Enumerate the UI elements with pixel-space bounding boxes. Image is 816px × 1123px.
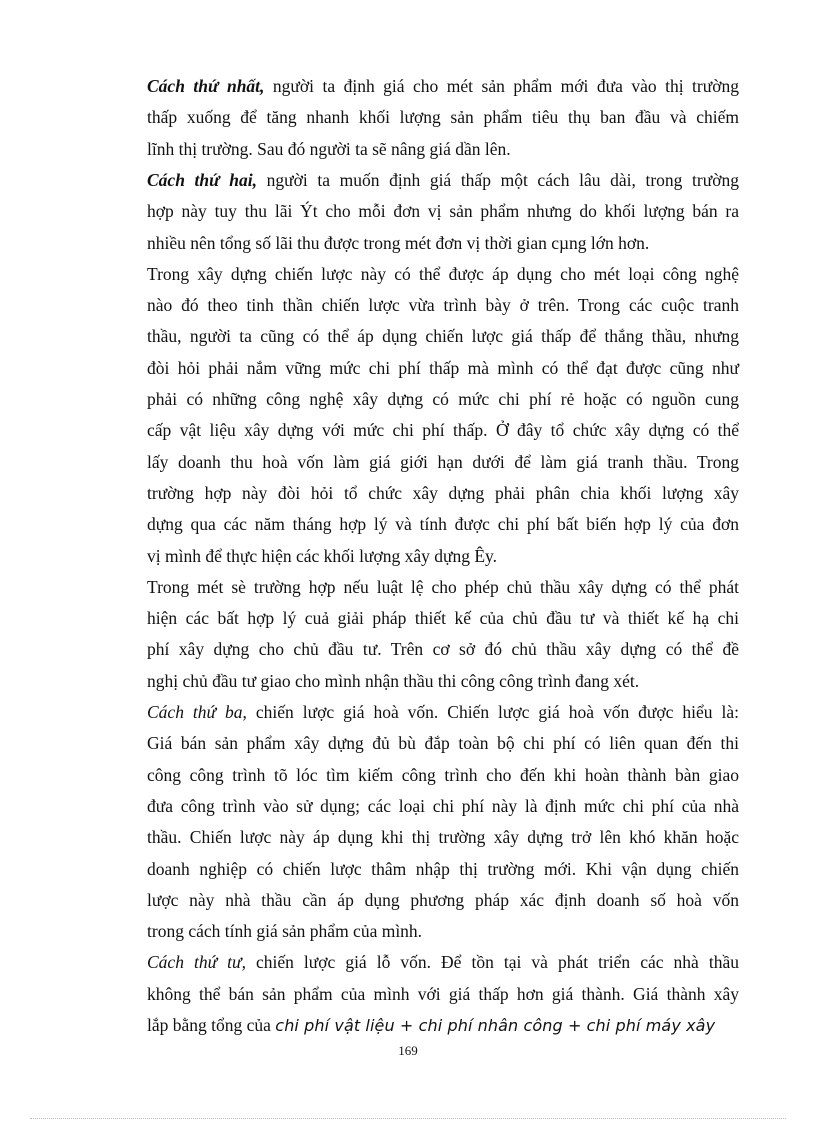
text-line bbox=[147, 577, 739, 599]
line-text: công công trình tõ lóc tìm kiếm công trình cho đến khi hoàn thành bàn giao bbox=[147, 764, 739, 785]
section-lead: Cách thứ nhất, bbox=[147, 76, 265, 96]
line-text: trường hợp này đòi hỏi tổ chức xây dựng phải phân chia khối lượng xây bbox=[147, 482, 739, 503]
line-text: đòi hỏi phải nắm vững mức chi phí thấp mà mình có thể đạt được cũng như bbox=[147, 357, 739, 378]
line-text: lấy doanh thu hoà vốn làm giá giới hạn dưới để làm giá tranh thầu. Trong bbox=[147, 451, 739, 472]
text-line bbox=[147, 76, 739, 98]
page-number: 169 bbox=[398, 1043, 418, 1058]
line-text: chiến lược giá lỗ vốn. Để tồn tại và phát triển các nhà thầu bbox=[245, 952, 739, 973]
text-line bbox=[147, 420, 739, 442]
line-text: hiện các bất hợp lý cuả giải pháp thiết kế của chủ đầu tư và thiết kế hạ chi bbox=[147, 608, 739, 629]
cost-formula: chi phí vật liệu + chi phí nhân công + chi phí máy xây bbox=[275, 1016, 716, 1035]
text-line bbox=[147, 326, 739, 348]
text-line bbox=[147, 984, 739, 1006]
line-text: không thể bán sản phẩm của mình với giá thấp hơn giá thành. Giá thành xây bbox=[147, 983, 739, 1004]
text-line bbox=[147, 796, 739, 818]
line-text: Trong mét sè trường hợp nếu luật lệ cho phép chủ thầu xây dựng có thể phát bbox=[147, 576, 739, 597]
line-text: thấp xuống để tăng nhanh khối lượng sản phẩm tiêu thụ ban đầu và chiếm bbox=[147, 107, 739, 128]
text-line bbox=[147, 827, 739, 849]
line-text: thầu. Chiến lược này áp dụng khi thị trường xây dựng trở lên khó khăn hoặc bbox=[147, 827, 739, 848]
text-line bbox=[147, 514, 739, 536]
line-text: doanh nghiệp có chiến lược thâm nhập thị trường mới. Khi vận dụng chiến bbox=[147, 858, 739, 879]
line-text: , chiến lược giá hoà vốn. Chiến lược giá hoà vốn được hiểu là: bbox=[242, 702, 739, 722]
line-text: lĩnh thị trường. Sau đó người ta sẽ nâng giá dần lên. bbox=[147, 138, 511, 159]
line-text: lược này nhà thầu cần áp dụng phương pháp xác định doanh số hoà vốn bbox=[147, 889, 739, 910]
text-line bbox=[147, 452, 739, 474]
text-line bbox=[147, 921, 739, 943]
line-text: người ta muốn định giá thấp một cách lâu dài, trong trường bbox=[256, 169, 739, 190]
line-text: người ta định giá cho mét sản phẩm mới đưa vào thị trường bbox=[264, 76, 739, 96]
line-text: phí xây dựng cho chủ đầu tư. Trên cơ sở đó chủ thầu xây dựng có thể đề bbox=[147, 639, 739, 660]
line-text: Trong xây dựng chiến lược này có thể được áp dụng cho mét loại công nghệ bbox=[147, 263, 739, 284]
text-line bbox=[147, 671, 739, 693]
text-line bbox=[147, 890, 739, 912]
text-line bbox=[147, 608, 739, 630]
line-text: cấp vật liệu xây dựng với mức chi phí thấp. Ở đây tổ chức xây dựng có thể bbox=[147, 420, 739, 441]
section-lead: Cách thứ ba bbox=[147, 702, 243, 722]
line-text: đưa công trình vào sử dụng; các loại chi phí này là định mức chi phí của nhà bbox=[147, 795, 739, 816]
text-line bbox=[147, 859, 739, 881]
line-text: nhiều nên tổng số lãi thu được trong mét đơn vị thời gian cµng lớn hơn. bbox=[147, 232, 650, 253]
text-line bbox=[147, 1015, 739, 1037]
page-border-divider bbox=[30, 1118, 786, 1119]
line-text: vị mình để thực hiện các khối lượng xây dựng Êy. bbox=[147, 545, 498, 566]
text-line bbox=[147, 389, 739, 411]
text-line bbox=[147, 295, 739, 317]
text-line bbox=[147, 139, 739, 161]
line-text: phải có những công nghệ xây dựng có mức chi phí rẻ hoặc có nguồn cung bbox=[147, 389, 739, 409]
text-line bbox=[147, 107, 739, 129]
text-line bbox=[147, 201, 739, 223]
line-text: lắp bằng tổng của bbox=[147, 1015, 276, 1035]
line-text: thầu, người ta cũng có thể áp dụng chiến lược giá thấp để thắng thầu, nhưng bbox=[147, 326, 739, 347]
text-line bbox=[147, 483, 739, 505]
text-line bbox=[147, 233, 739, 255]
text-line bbox=[147, 639, 739, 661]
line-text: nào đó theo tinh thần chiến lược vừa trình bày ở trên. Trong các cuộc tranh bbox=[147, 295, 739, 316]
section-lead: Cách thứ tư, bbox=[147, 952, 246, 973]
line-text: nghị chủ đầu tư giao cho mình nhận thầu thi công công trình đang xét. bbox=[147, 670, 640, 691]
line-text: hợp này tuy thu lãi Ýt cho mỗi đơn vị sản phẩm nhưng do khối lượng bán ra bbox=[147, 201, 739, 222]
text-line bbox=[147, 733, 739, 755]
section-lead: Cách thứ hai, bbox=[147, 169, 257, 190]
text-line bbox=[147, 765, 739, 787]
line-text: Giá bán sản phẩm xây dựng đủ bù đắp toàn bộ chi phí có liên quan đến thi bbox=[147, 733, 739, 754]
text-line bbox=[147, 546, 739, 568]
text-line bbox=[147, 702, 739, 724]
text-line bbox=[147, 952, 739, 974]
text-line bbox=[147, 358, 739, 380]
text-line bbox=[147, 264, 739, 286]
line-text: dựng qua các năm tháng hợp lý và tính được chi phí bất biến hợp lý của đơn bbox=[147, 514, 739, 535]
text-line bbox=[147, 170, 739, 192]
line-text: trong cách tính giá sản phẩm của mình. bbox=[147, 921, 423, 942]
